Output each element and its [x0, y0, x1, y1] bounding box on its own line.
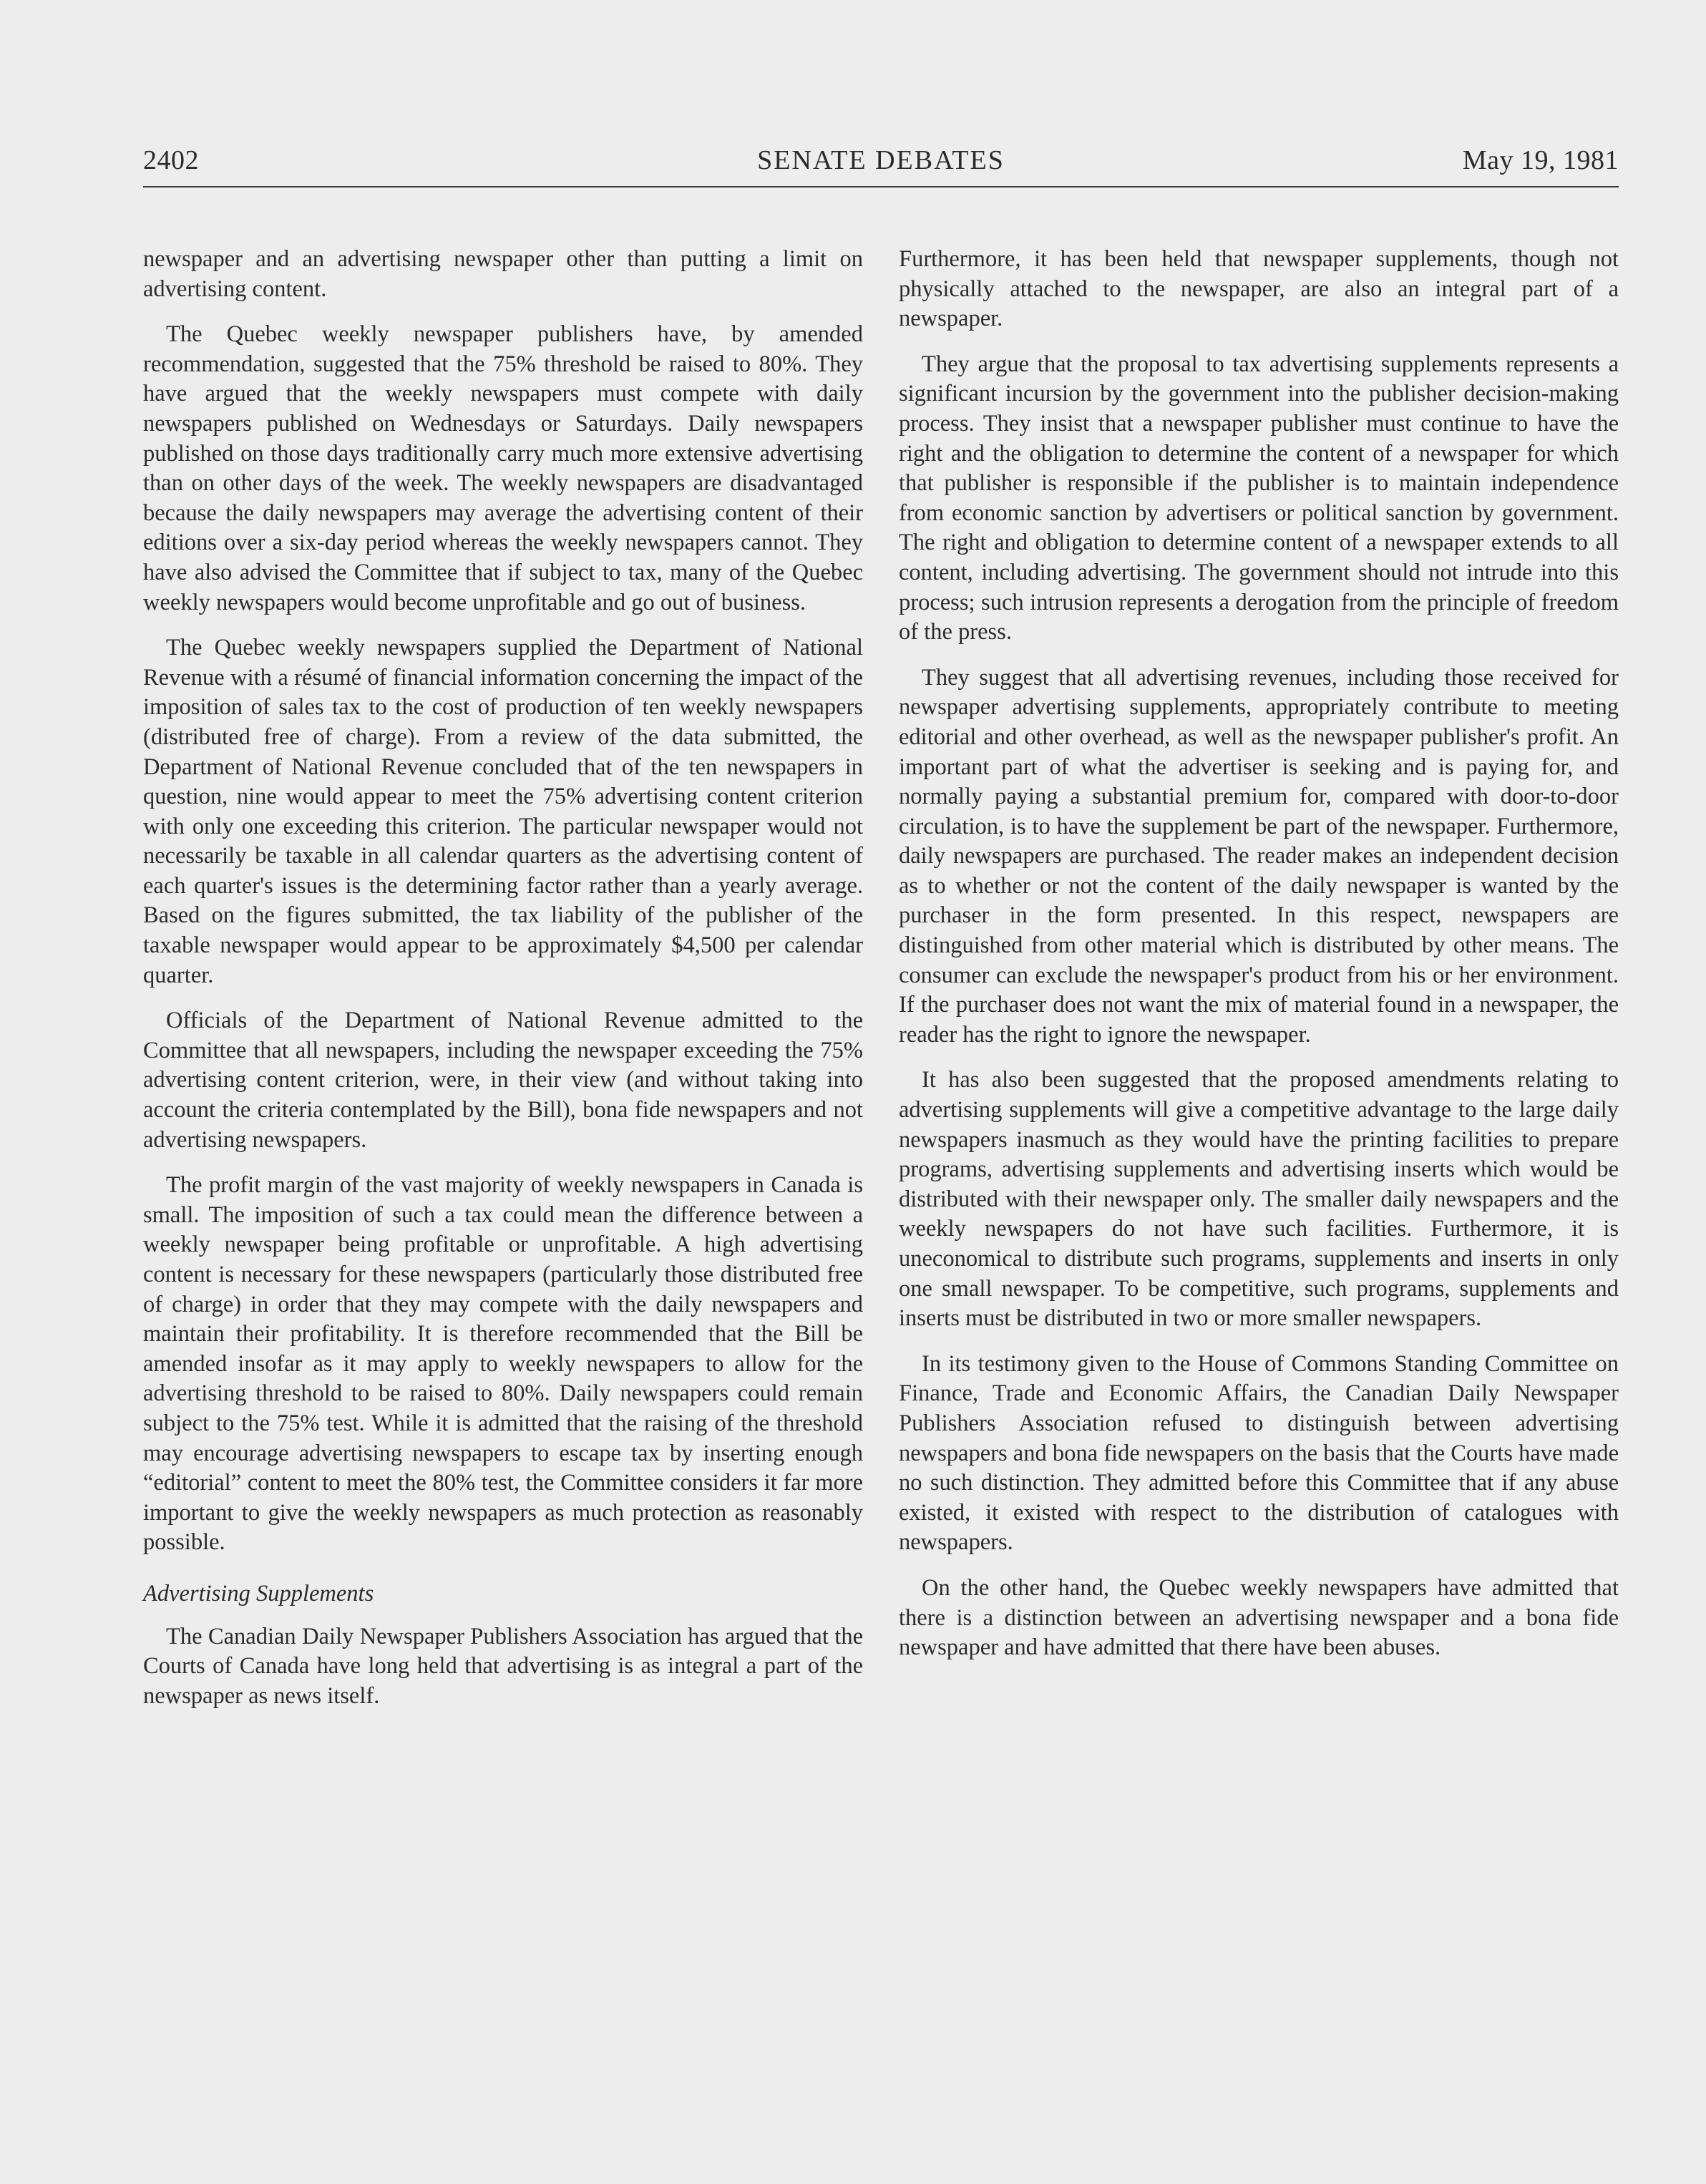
publication-title: SENATE DEBATES	[757, 145, 1005, 175]
paragraph: Officials of the Department of National Revenue admitted to the Committee that all newspapers, including the newspaper exceeding the 75% advertising content criterion, were, in their view (and without taking into account the criteria contemplated by the Bill), bona fide newspapers and not advertising newspapers.	[143, 1008, 863, 1153]
left-column	[143, 245, 863, 1727]
section-heading: Advertising Supplements	[143, 1580, 374, 1607]
paragraph: On the other hand, the Quebec weekly newspapers have admitted that there is a distinction between an advertising newspaper and a bona fide newspaper and have admitted that there have been abuses.	[899, 1574, 1619, 1661]
paragraph: The profit margin of the vast majority of weekly newspapers in Canada is small. The imposition of such a tax could mean the difference between a weekly newspaper being profitable or unprofitable. A high advertising content is necessary for these newspapers (particularly those distributed free of charge) in order that they may compete with the daily newspapers and maintain their profitability. It is therefore recommended that the Bill be amended insofar as it may apply to weekly newspapers to allow for the advertising threshold to be raised to 80%. Daily newspapers could remain subject to the 75% test. While it is admitted that the raising of the threshold may encourage advertising newspapers to escape tax by inserting enough “editorial” content to meet the 80% test, the Committee considers it far more important to give the weekly newspapers as much protection as reasonably possible.	[143, 1172, 863, 1556]
paragraph: In its testimony given to the House of Commons Standing Committee on Finance, Trade and Economic Affairs, the Canadian Daily Newspaper Publishers Association refused to distinguish between advertising newspapers and bona fide newspapers on the basis that the Courts have made no such distinction. They admitted before this Committee that if any abuse existed, it existed with respect to the distribution of catalogues with newspapers.	[899, 1350, 1619, 1556]
right-column	[899, 245, 1619, 1679]
paragraph: It has also been suggested that the proposed amendments relating to advertising supplements will give a competitive advantage to the large daily newspapers inasmuch as they would have the printing facilities to prepare programs, advertising supplements and advertising inserts which would be distributed with their newspaper only. The smaller daily newspapers and the weekly newspapers do not have such facilities. Furthermore, it is uneconomical to distribute such programs, supplements and inserts in only one small newspaper. To be competitive, such programs, supplements and inserts must be distributed in two or more smaller newspapers.	[899, 1067, 1619, 1332]
publication-date: May 19, 1981	[1462, 145, 1619, 175]
paragraph: The Canadian Daily Newspaper Publishers Association has argued that the Courts of Canada have long held that advertising is as integral a part of the newspaper as news itself.	[143, 1623, 863, 1709]
paragraph: Furthermore, it has been held that newspaper supplements, though not physically attached to the newspaper, are also an integral part of a newspaper.	[899, 246, 1619, 332]
paragraph: newspaper and an advertising newspaper other than putting a limit on advertising content.	[143, 246, 863, 302]
paragraph: The Quebec weekly newspapers supplied the Department of National Revenue with a résumé of financial information concerning the impact of the imposition of sales tax to the cost of production of ten weekly newspapers (distributed free of charge). From a review of the data submitted, the Department of National Revenue concluded that of the ten newspapers in question, nine would appear to meet the 75% advertising content criterion with only one exceeding this criterion. The particular newspaper would not necessarily be taxable in all calendar quarters as the advertising content of each quarter's issues is the determining factor rather than a yearly average. Based on the figures submitted, the tax liability of the publisher of the taxable newspaper would appear to be approximately $4,500 per calendar quarter.	[143, 635, 863, 988]
page-header	[143, 145, 1619, 187]
paragraph: The Quebec weekly newspaper publishers have, by amended recommendation, suggested that the 75% threshold be raised to 80%. They have argued that the weekly newspapers must compete with daily newspapers published on Wednesdays or Saturdays. Daily newspapers published on those days traditionally carry much more extensive advertising than on other days of the week. The weekly newspapers are disadvantaged because the daily newspapers may average the advertising content of their editions over a six-day period whereas the weekly newspapers cannot. They have also advised the Committee that if subject to tax, many of the Quebec weekly newspapers would become unprofitable and go out of business.	[143, 321, 863, 615]
page-number: 2402	[143, 145, 199, 175]
paragraph: They argue that the proposal to tax advertising supplements represents a significant incursion by the government into the publisher decision-making process. They insist that a newspaper publisher must continue to have the right and the obligation to determine the content of a newspaper for which that publisher is responsible if the publisher is to maintain independence from economic sanction by advertisers or political sanction by government. The right and obligation to determine content of a newspaper extends to all content, including advertising. The government should not intrude into this process; such intrusion represents a derogation from the principle of freedom of the press.	[899, 351, 1619, 645]
paragraph: They suggest that all advertising revenues, including those received for newspaper advertising supplements, appropriately contribute to meeting editorial and other overhead, as well as the newspaper publisher's profit. An important part of what the advertiser is seeking and is paying for, and normally paying a substantial premium for, compared with door-to-door circulation, is to have the supplement be part of the newspaper. Furthermore, daily newspapers are purchased. The reader makes an independent decision as to whether or not the content of the daily newspaper is wanted by the purchaser in the form presented. In this respect, newspapers are distinguished from other material which is distributed by other means. The consumer can exclude the newspaper's product from his or her environment. If the purchaser does not want the mix of material found in a newspaper, the reader has the right to ignore the newspaper.	[899, 664, 1619, 1048]
